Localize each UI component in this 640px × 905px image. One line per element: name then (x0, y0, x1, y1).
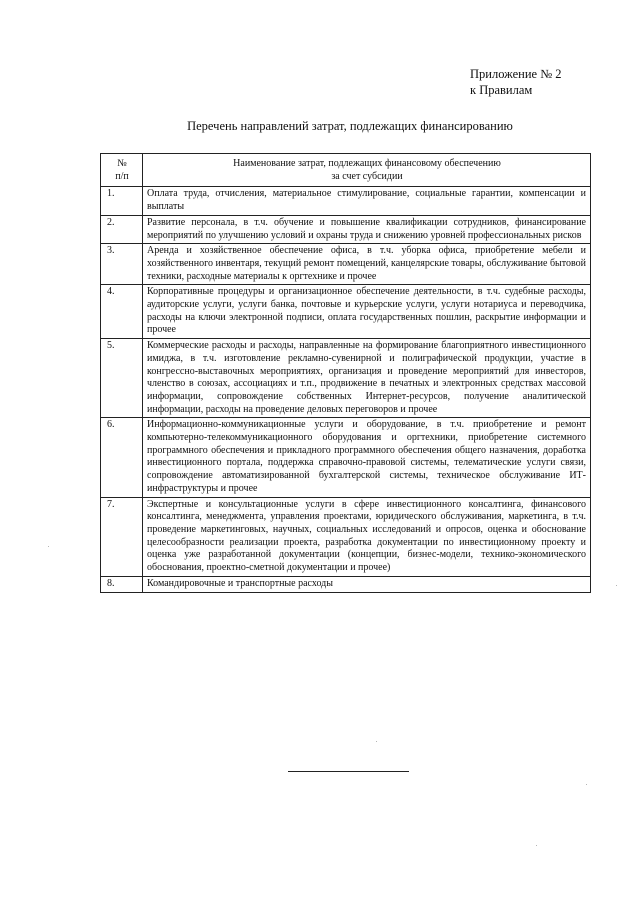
table-row (101, 576, 591, 592)
header-name-column (143, 154, 591, 187)
row-cost-description: Экспертные и консультационные услуги в сфере инвестиционного консалтинга, финансового консалтинга, менеджмента, управления проектами, юридического обслуживания, маркетинга, в т.ч. проведение маркетинговых, научных, социальных исследований и опросов, оценка и обоснование целесообразности реализации проекта, разработка документации по инвестиционному проекту и оценка уже разработанной документации (концепции, бизнес-модели, технико-экономического обоснования, проектно-сметной документации и прочее) (143, 497, 591, 576)
closing-separator-line (288, 771, 409, 772)
appendix-reference: к Правилам (470, 83, 533, 97)
row-cost-description: Корпоративные процедуры и организационное обеспечение деятельности, в т.ч. судебные расходы, аудиторские услуги, услуги банка, почтовые и курьерские услуги, услуги нотариуса и переводчика, расходы на ключи электронной подписи, оплата государственных пошлин, раскрытие информации и прочее (143, 285, 591, 339)
row-cost-description: Оплата труда, отчисления, материальное стимулирование, социальные гарантии, компенсации и выплаты (143, 187, 591, 215)
table-row (101, 285, 591, 339)
row-number: 3. (101, 244, 143, 285)
row-number: 7. (101, 497, 143, 576)
row-number: 1. (101, 187, 143, 215)
row-number: 6. (101, 418, 143, 497)
table-header-row (101, 154, 591, 187)
document-title: Перечень направлений затрат, подлежащих финансированию (187, 119, 513, 133)
header-number-column (101, 154, 143, 187)
row-cost-description: Развитие персонала, в т.ч. обучение и повышение квалификации сотрудников, финансирование мероприятий по улучшению условий и охраны труда и снижению уровней профессиональных рисков (143, 215, 591, 243)
scan-speck (376, 741, 377, 742)
table-row (101, 339, 591, 418)
table-row (101, 418, 591, 497)
appendix-number: Приложение № 2 (470, 67, 562, 81)
row-cost-description: Аренда и хозяйственное обеспечение офиса, в т.ч. уборка офиса, приобретение мебели и хозяйственного инвентаря, текущий ремонт помещений, канцелярские товары, обслуживание бытовой техники, расходные материалы к оргтехнике и прочее (143, 244, 591, 285)
header-number-symbol: № (117, 158, 127, 169)
table-row (101, 244, 591, 285)
scan-speck (48, 546, 49, 547)
row-number: 2. (101, 215, 143, 243)
row-cost-description: Командировочные и транспортные расходы (143, 576, 591, 592)
row-number: 5. (101, 339, 143, 418)
table-row (101, 215, 591, 243)
scan-speck (536, 845, 537, 846)
appendix-header (470, 66, 620, 98)
header-number-abbr: п/п (115, 170, 129, 182)
table-row (101, 497, 591, 576)
scan-speck (586, 784, 587, 785)
scan-speck (616, 585, 617, 586)
row-cost-description: Информационно-коммуникационные услуги и оборудование, в т.ч. приобретение и ремонт компьютерно-телекоммуникационного оборудования и оргтехники, приобретение системного программного обеспечения и прикладного программного обеспечения общего назначения, доработка инвестиционного портала, поддержка справочно-правовой системы, телематические услуги связи, сопровождение автоматизированной бухгалтерской системы, техническое обслуживание ИТ-инфраструктуры и прочее (143, 418, 591, 497)
header-name-line-1: Наименование затрат, подлежащих финансовому обеспечению (233, 158, 501, 169)
table-row (101, 187, 591, 215)
row-number: 8. (101, 576, 143, 592)
row-cost-description: Коммерческие расходы и расходы, направленные на формирование благоприятного инвестиционного имиджа, в т.ч. изготовление рекламно-сувенирной и полиграфической продукции, участие в конгрессно-выставочных мероприятиях, организация и проведение мероприятий для инвесторов, членство в союзах, ассоциациях и т.п., продвижение в печатных и электронных средствах массовой информации, сопровождение собственных Интернет-ресурсов, получение аналитической информации, расходы на проведение деловых переговоров и прочее (143, 339, 591, 418)
header-name-line-2: за счет субсидии (331, 170, 403, 182)
cost-directions-table (100, 153, 591, 593)
row-number: 4. (101, 285, 143, 339)
